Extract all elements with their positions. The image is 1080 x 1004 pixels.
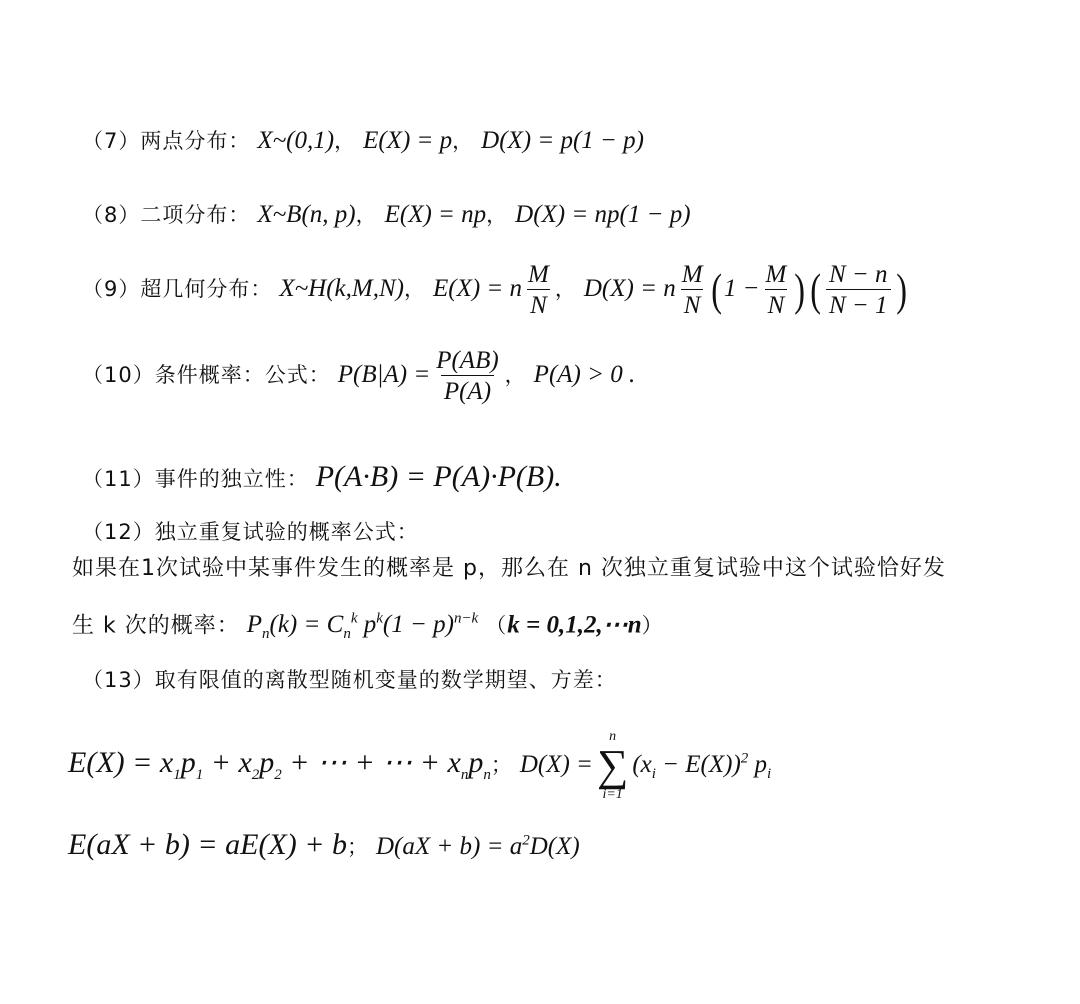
formula-math: X~B(n, p) xyxy=(257,201,356,228)
formula-line-7: （7）两点分布： X~(0,1)， E(X) = p， D(X) = p(1 − p) xyxy=(82,127,645,154)
formula-label: 生 k 次的概率： xyxy=(72,613,240,639)
formula-math: P(B|A) = xyxy=(337,361,431,388)
formula-label: （7）两点分布： xyxy=(82,129,251,153)
formula-line-11 xyxy=(82,462,562,492)
formula-line-10: （10）条件概率：公式： P(B|A) = $\frac{P(AB)}{P(A)}$ ， P(A) > 0 . xyxy=(82,347,636,405)
formula-line-9: （9）超几何分布： X~H(k,M,N)， E(X) = n $\frac{M}{N}$ ， D(X) = n $\frac{M}{N}$ (1 − $\frac{M}{N}$ )( $\frac{N - n}{N - 1}$ ) xyxy=(82,261,907,319)
formula-label: （12）独立重复试验的概率公式： xyxy=(82,520,419,544)
formula-math: X~(0,1) xyxy=(257,127,335,154)
paragraph-text: 如果在1次试验中某事件发生的概率是 p，那么在 n 次独立重复试验中这个试验恰好发 xyxy=(72,556,946,581)
formula-math: E(aX + b) = aE(X) + b xyxy=(68,828,347,861)
paragraph-line xyxy=(72,558,946,580)
formula-label: （11）事件的独立性： xyxy=(82,467,309,491)
formula-math: P(A·B) = P(A)·P(B). xyxy=(315,460,562,493)
formula-math: $P_n(k) = C_n^k$ $p^k(1 - p)^{n-k}$ xyxy=(246,611,479,643)
formula-line-13a: $E(X) = x_1p_1 + x_2p_2$ + ⋯ + ⋯ + $x_np_n$； D(X) = n ∑ i=1 $(x_i - E(X))^2$ $p_i$ xyxy=(68,729,772,802)
formula-label: （10）条件概率：公式： xyxy=(82,363,331,387)
formula-line-12b: 生 k 次的概率： $P_n(k) = C_n^k$ $p^k(1 - p)^{n-k}$ （k = 0,1,2,⋯n） xyxy=(72,611,664,643)
formula-math: $E(X) = x_1p_1 + x_2p_2$ + ⋯ + ⋯ + $x_np_n$ xyxy=(68,746,491,783)
formula-line-13b: E(aX + b) = aE(X) + b； $D(aX + b) = a^2D(X)$ xyxy=(68,828,580,861)
formula-line-8: （8）二项分布： X~B(n, p)， E(X) = np， D(X) = np(1 − p) xyxy=(82,201,691,228)
formula-label: （13）取有限值的离散型随机变量的数学期望、方差： xyxy=(82,668,617,692)
formula-math: X~H(k,M,N) xyxy=(279,275,404,302)
formula-label: （8）二项分布： xyxy=(82,203,251,227)
formula-line-12 xyxy=(82,522,419,544)
formula-line-13 xyxy=(82,670,617,692)
formula-label: （9）超几何分布： xyxy=(82,277,273,301)
